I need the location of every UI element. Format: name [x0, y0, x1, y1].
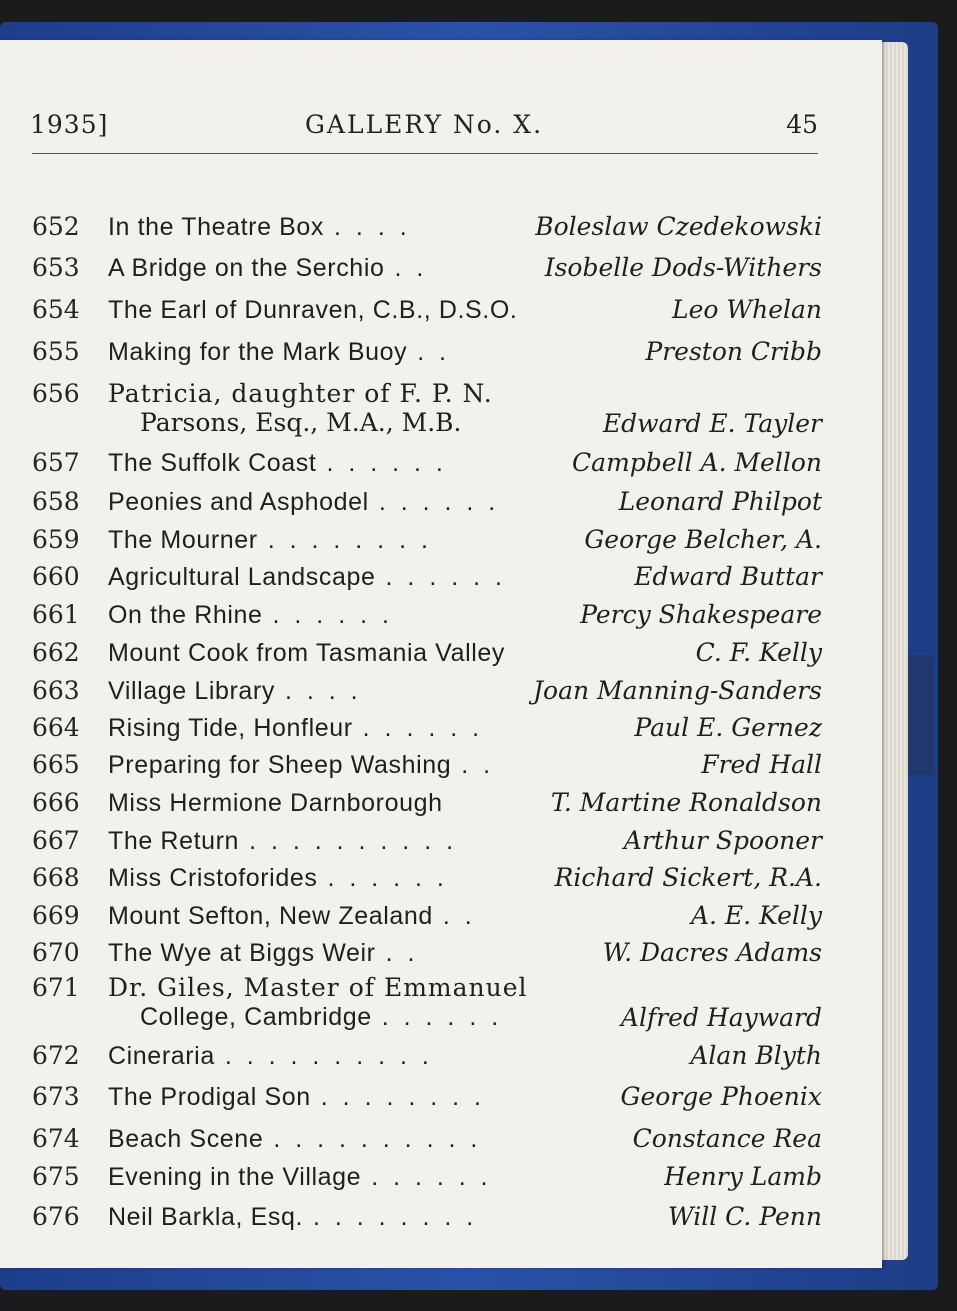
entry-artist: Edward Buttar [634, 562, 822, 591]
entry-title [108, 212, 411, 242]
catalogue-entry [32, 826, 822, 862]
entry-artist: Paul E. Gernez [634, 713, 822, 742]
leader-dots: . . [417, 338, 451, 366]
leader-dots: . . . . . . [362, 714, 484, 742]
entry-number: 660 [32, 562, 80, 591]
entry-artist: George Phoenix [620, 1082, 822, 1111]
catalogue-entry [32, 295, 822, 333]
entry-title-text: Evening in the Village [108, 1163, 362, 1191]
catalogue-entry [32, 448, 822, 484]
entry-title [108, 487, 499, 517]
catalogue-entry [32, 212, 822, 250]
catalogue-entry [32, 525, 822, 561]
leader-dots: . . [461, 751, 495, 779]
entry-number: 669 [32, 901, 80, 930]
entry-number: 670 [32, 938, 80, 967]
entry-title [108, 638, 505, 668]
leader-dots: . . . . . . . . [267, 526, 432, 554]
entry-title [108, 863, 448, 893]
entry-number: 664 [32, 713, 80, 742]
entry-title [108, 448, 447, 478]
entry-title [108, 938, 418, 968]
entry-artist: A. E. Kelly [690, 901, 822, 930]
catalogue-entry [32, 1162, 822, 1198]
entry-number: 661 [32, 600, 80, 629]
catalogue-entry [32, 1202, 822, 1238]
entry-title [108, 973, 528, 1003]
entry-title [108, 600, 393, 630]
entry-artist: Preston Cribb [645, 337, 822, 366]
entry-title-text: Village Library [108, 677, 275, 705]
entry-number: 653 [32, 253, 80, 282]
catalogue-entry [32, 750, 822, 786]
leader-dots: . . . . . . . . . . [224, 1042, 433, 1070]
leader-dots: . . . . . . . . [320, 1083, 485, 1111]
catalogue-entry [32, 600, 822, 636]
entry-title-text: In the Theatre Box [108, 213, 325, 241]
leader-dots: . . . . . . . . [313, 1203, 478, 1231]
entry-number: 652 [32, 212, 80, 241]
entry-title-text: Making for the Mark Buoy [108, 338, 408, 366]
entry-title [108, 379, 493, 409]
entry-title-text: Neil Barkla, Esq. [108, 1203, 303, 1231]
entry-artist: Percy Shakespeare [580, 600, 822, 629]
catalogue-entry [32, 938, 822, 974]
entry-number: 666 [32, 788, 80, 817]
leader-dots: . . [385, 939, 419, 967]
entry-number: 663 [32, 676, 80, 705]
catalogue-entry [32, 638, 822, 674]
catalogue-entry [32, 1082, 822, 1118]
entry-number: 671 [32, 973, 80, 1002]
entry-number: 672 [32, 1041, 80, 1070]
entry-title-text: Agricultural Landscape [108, 563, 376, 591]
leader-dots: . . . . . . [327, 864, 448, 892]
entry-title-text: A Bridge on the Serchio [108, 254, 385, 282]
leader-dots: . . . . . . [381, 1003, 503, 1031]
entry-title [108, 1082, 485, 1112]
catalogue-entry [32, 487, 822, 523]
entry-artist: Will C. Penn [667, 1202, 822, 1231]
entry-artist: Leo Whelan [672, 295, 822, 324]
catalogue-entry [32, 337, 822, 375]
page-number: 45 [786, 110, 818, 139]
catalogue-entry [32, 788, 822, 824]
entry-title-text: Beach Scene [108, 1125, 264, 1153]
entry-title [108, 337, 450, 367]
entry-title [108, 1041, 433, 1071]
running-head-year: 1935] [30, 110, 109, 139]
running-head-title: GALLERY No. X. [304, 110, 544, 139]
entry-number: 655 [32, 337, 80, 366]
leader-dots: . . [394, 254, 428, 282]
catalogue-entry [32, 1041, 822, 1077]
entry-artist: Henry Lamb [664, 1162, 822, 1191]
entry-title-text: On the Rhine [108, 601, 263, 629]
entry-title [108, 253, 427, 283]
entry-title-text: Mount Sefton, New Zealand [108, 902, 433, 930]
leader-dots: . . . . . . . . . . [249, 827, 458, 855]
entry-artist: Campbell A. Mellon [572, 448, 822, 477]
catalogue-entry [32, 253, 822, 291]
entry-title [108, 713, 483, 743]
entry-artist: Edward E. Tayler [602, 409, 822, 438]
leader-dots: . . . . . . [378, 488, 500, 516]
catalogue-entry [32, 562, 822, 598]
entry-title [108, 788, 443, 818]
leader-dots: . . . . . . . . . . [273, 1125, 482, 1153]
entry-number: 668 [32, 863, 80, 892]
catalogue-entry [32, 676, 822, 712]
catalogue-entry [32, 901, 822, 937]
entry-artist: Alan Blyth [690, 1041, 822, 1070]
entry-number: 662 [32, 638, 80, 667]
entry-number: 657 [32, 448, 80, 477]
entry-title-text: Cineraria [108, 1042, 215, 1070]
entry-title-continuation [140, 1003, 502, 1031]
entry-title-text: Peonies and Asphodel [108, 488, 369, 516]
entry-title-text: The Wye at Biggs Weir [108, 939, 376, 967]
entry-artist: George Belcher, A. [584, 525, 822, 554]
entry-title-text: The Earl of Dunraven, C.B., D.S.O. [108, 296, 518, 324]
entry-title-text: Patricia, daughter of F. P. N. [108, 379, 493, 408]
entry-artist: Leonard Philpot [618, 487, 822, 516]
entry-title [108, 1202, 477, 1232]
entry-artist: Arthur Spooner [623, 826, 822, 855]
entry-artist: Alfred Hayward [620, 1003, 822, 1032]
entry-title [108, 1124, 481, 1154]
entry-title-text: Mount Cook from Tasmania Valley [108, 639, 506, 667]
entry-title-text: The Return [108, 827, 240, 855]
entry-title-text: The Prodigal Son [108, 1083, 311, 1111]
entry-artist: T. Martine Ronaldson [550, 788, 822, 817]
entry-artist: Isobelle Dods-Withers [544, 253, 822, 282]
catalogue-entry [32, 973, 822, 1035]
entry-title [108, 295, 517, 325]
entry-artist: Boleslaw Czedekowski [535, 212, 822, 241]
leader-dots: . . . . . . [371, 1163, 492, 1191]
entry-number: 665 [32, 750, 80, 779]
entry-title-text: The Suffolk Coast [108, 449, 317, 477]
entry-number: 675 [32, 1162, 80, 1191]
leader-dots: . . [442, 902, 476, 930]
entry-title [108, 750, 494, 780]
continuation-text: Parsons, Esq., M.A., M.B. [140, 408, 462, 437]
entry-title [108, 901, 476, 931]
catalogue-entry [32, 1124, 822, 1160]
leader-dots: . . . . . . [272, 601, 393, 629]
entry-title-continuation [140, 409, 461, 437]
entry-title-text: Dr. Giles, Master of Emmanuel [108, 973, 528, 1002]
entry-artist: C. F. Kelly [695, 638, 822, 667]
entry-title [108, 676, 362, 706]
entry-artist: Constance Rea [632, 1124, 822, 1153]
catalogue-entry [32, 863, 822, 899]
entry-number: 658 [32, 487, 80, 516]
entry-number: 674 [32, 1124, 80, 1153]
entry-artist: Richard Sickert, R.A. [554, 863, 822, 892]
entry-title-text: The Mourner [108, 526, 258, 554]
leader-dots: . . . . [334, 213, 411, 241]
header-rule [32, 153, 818, 154]
entry-title-text: Miss Hermione Darnborough [108, 789, 443, 817]
continuation-text: College, Cambridge [140, 1003, 372, 1031]
leader-dots: . . . . [284, 677, 362, 705]
entry-title [108, 562, 506, 592]
entry-title-text: Rising Tide, Honfleur [108, 714, 353, 742]
catalogue-entry [32, 713, 822, 749]
entry-number: 673 [32, 1082, 80, 1111]
entry-title-text: Preparing for Sheep Washing [108, 751, 452, 779]
catalogue-page [0, 40, 882, 1268]
entry-number: 667 [32, 826, 80, 855]
running-head [30, 110, 818, 150]
entry-title [108, 1162, 492, 1192]
entry-number: 654 [32, 295, 80, 324]
entry-number: 656 [32, 379, 80, 408]
leader-dots: . . . . . . [326, 449, 447, 477]
entry-title [108, 826, 457, 856]
entry-number: 659 [32, 525, 80, 554]
catalogue-entry [32, 379, 822, 441]
entry-artist: Fred Hall [701, 750, 822, 779]
entry-title [108, 525, 432, 555]
leader-dots: . . . . . . [385, 563, 506, 591]
entry-artist: W. Dacres Adams [602, 938, 822, 967]
entry-number: 676 [32, 1202, 80, 1231]
entry-title-text: Miss Cristoforides [108, 864, 318, 892]
entry-artist: Joan Manning-Sanders [533, 676, 822, 705]
